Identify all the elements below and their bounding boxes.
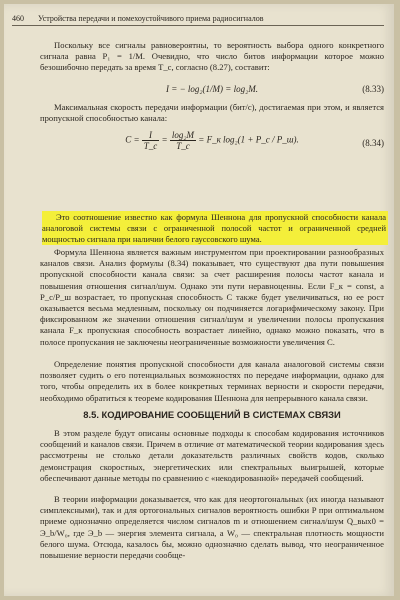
paragraph-2-text: Максимальная скорость передачи информации (бит/с), достигаемая при этом, и является пропускной способностью канала: <box>40 102 384 124</box>
paragraph-1-text: Поскольку все сигналы равновероятны, то вероятность выбора одного конкретного сигнала равна P₁ = 1/M. Очевидно, что число битов информации которое можно безошибочно передать за время T_c, согласно (8.27), составит: <box>40 40 384 73</box>
eq-8-34-equals: = <box>161 134 168 145</box>
running-header <box>12 14 384 26</box>
paragraph-6-text: В теории информации доказывается, что как для неортогональных (их иногда называют симплексными), так и для ортогональных сигналов вероятность ошибки P при оптимальном приеме однозначно определяется числом сигналов m и отношением сигнал/шум Q_вых0 = Э_b/W₀, где Э_b — энергия элемента сигнала, а W₀ — спектральная плотность мощности белого шума. Отсюда, казалось бы, можно однозначно сделать вывод, что неограниченное повышение верности передачи сообще- <box>40 494 384 561</box>
paragraph-2 <box>40 102 384 124</box>
eq-8-34-rhs: = F_к log₂(1 + P_c / P_ш). <box>198 134 299 145</box>
paragraph-4-text: Определение понятия пропускной способности для канала аналоговой системы связи позволяет судить о его потенциальных возможностях по передаче информации, однако для того, чтобы определить их в более конкретных терминах верности и скорости передачи, необходимо обратиться к теореме кодирования Шеннона для непрерывного канала связи. <box>40 359 384 403</box>
eq-8-34-f1-denominator: T_c <box>143 141 158 151</box>
equation-8-33-formula: I = − log₂(1/M) = log₂M. <box>166 84 258 94</box>
eq-8-34-f2-denominator: T_c <box>176 141 190 151</box>
paragraph-3-text: Формула Шеннона является важным инструментом при проектировании разнообразных каналов связи. Анализ формулы (8.34) показывает, что существуют два пути повышения пропускной способности канала связи: за счет расширения полосы частот канала и повышения отношения сигнал/шум. Однако эти пути неравноценны. Если F_к = const, а P_c/P_ш возрастает, то пропускная способность C также будет увеличиваться, но ее рост оказывается весьма медленным, поскольку он подчиняется логарифмическому закону. При фиксированном же значении отношения сигнал/шум и увеличении полосы пропускания канала F_к пропускная способность возрастает линейно, однако можно показать, что в полосе пропускания не заключены неограниченные возможности увеличения C. <box>40 247 384 347</box>
equation-8-33-number: (8.33) <box>362 84 384 94</box>
equation-8-34 <box>40 130 384 160</box>
paragraph-5-text: В этом разделе будут описаны основные подходы к способам кодирования источников сообщений и каналов связи. Причем в отличие от математической теории кодирования здесь рассмотрены не столько детали доказательств различных свойств кодов, сколько демонстрация скоростных, энергетических или спектральных выигрышей, которые обеспечивают данные методы по сравнению с «некодированной» передачей сообщений. <box>40 428 384 483</box>
highlighted-paragraph: Это соотношение известно как формула Шеннона для пропускной способности канала аналоговой системы связи с ограниченной полосой частот и ограниченной средней мощностью сигнала при наличии белого гауссовского шума. <box>42 212 386 244</box>
paragraph-5 <box>40 428 384 484</box>
eq-8-34-fraction-1 <box>142 130 160 151</box>
eq-8-34-f1-numerator: I <box>142 130 160 141</box>
eq-8-34-lhs: C = <box>125 134 140 145</box>
equation-8-34-number: (8.34) <box>362 138 384 148</box>
book-page <box>4 4 394 596</box>
page-number: 460 <box>12 14 24 23</box>
paragraph-3 <box>40 247 384 348</box>
running-title: Устройства передачи и помехоустойчивого приема радиосигналов <box>38 14 264 23</box>
section-heading: 8.5. КОДИРОВАНИЕ СООБЩЕНИЙ В СИСТЕМАХ СВЯЗИ <box>83 409 341 420</box>
equation-8-33 <box>40 84 384 94</box>
eq-8-34-fraction-2 <box>170 130 196 151</box>
paragraph-4 <box>40 359 384 404</box>
paragraph-6 <box>40 494 384 561</box>
eq-8-34-f2-numerator: log₂M <box>171 130 195 140</box>
paragraph-1 <box>40 40 384 74</box>
